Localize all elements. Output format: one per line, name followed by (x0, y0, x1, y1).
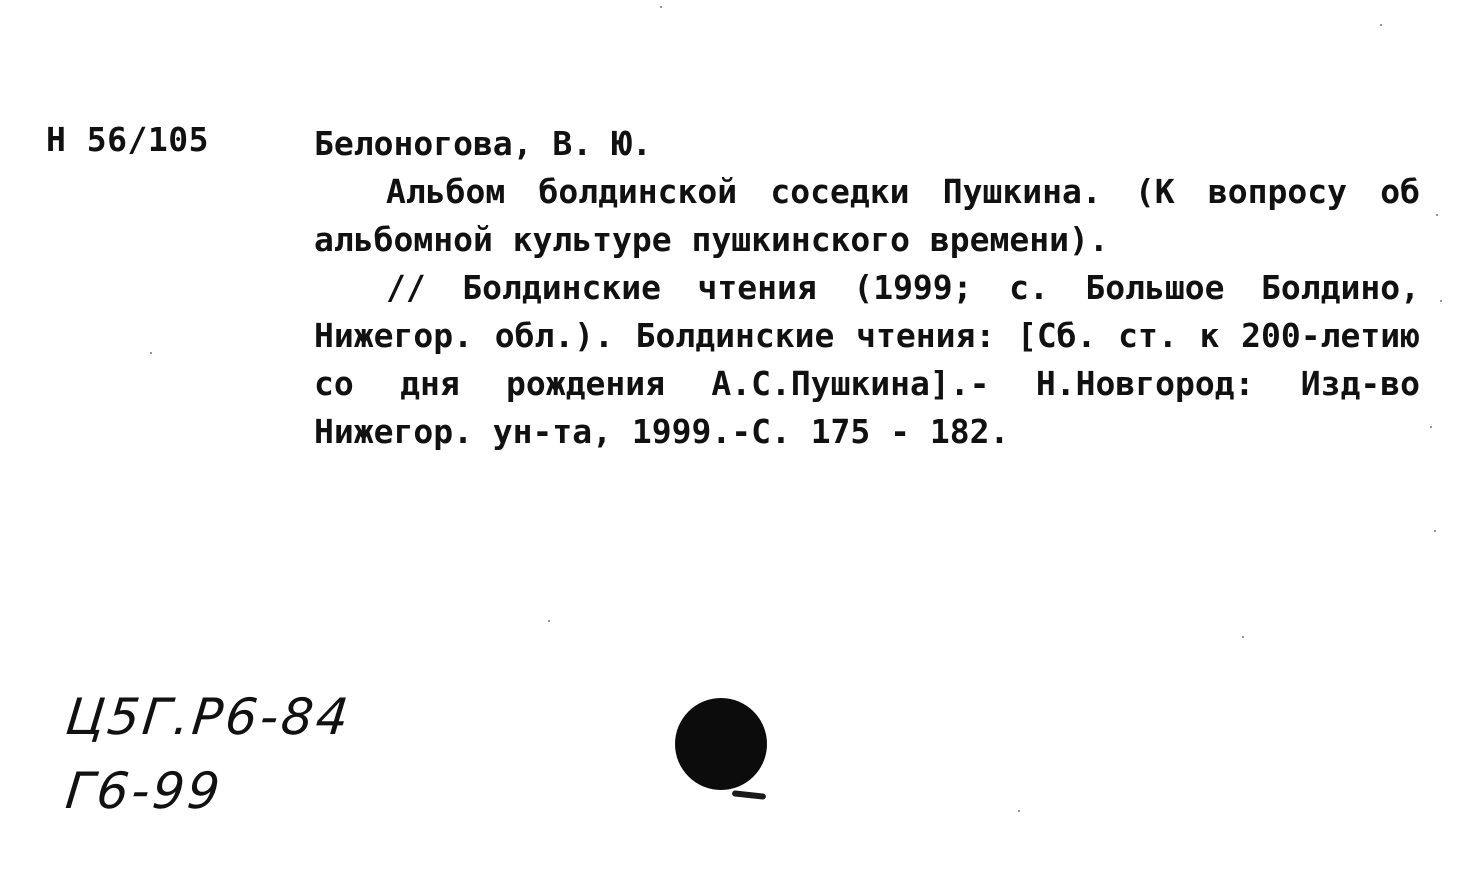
scan-speck (548, 620, 550, 622)
handwritten-call-number: Г6-99 (62, 762, 226, 820)
scan-speck (150, 352, 152, 354)
work-title: Альбом болдинской соседки Пушкина. (К вопросу об альбомной культуре пушкинского времени). (314, 172, 1420, 259)
punch-hole-mark (732, 790, 766, 800)
scan-speck (1380, 24, 1382, 26)
scan-speck (1440, 300, 1442, 302)
scan-speck (1242, 636, 1244, 638)
scan-speck (1436, 214, 1438, 216)
source-citation: // Болдинские чтения (1999; с. Большое Болдино, Нижегор. обл.). Болдинские чтения: [Сб. ст. к 200-летию со дня рождения А.С.Пушкина].- Н.Новгород: Изд-во Нижегор. ун-та, 1999.-С. 175 - 182. (314, 268, 1420, 451)
scan-speck (1018, 810, 1020, 812)
handwritten-classification-code: Ц5Г.Р6-84 (62, 688, 355, 746)
scan-speck (660, 6, 662, 8)
bibliographic-entry (314, 120, 1420, 456)
punch-hole (675, 698, 767, 790)
scan-speck (1434, 530, 1436, 532)
scan-speck (1430, 426, 1432, 428)
shelfmark: Н 56/105 (46, 120, 209, 159)
author-heading: Белоногова, В. Ю. (314, 124, 652, 163)
